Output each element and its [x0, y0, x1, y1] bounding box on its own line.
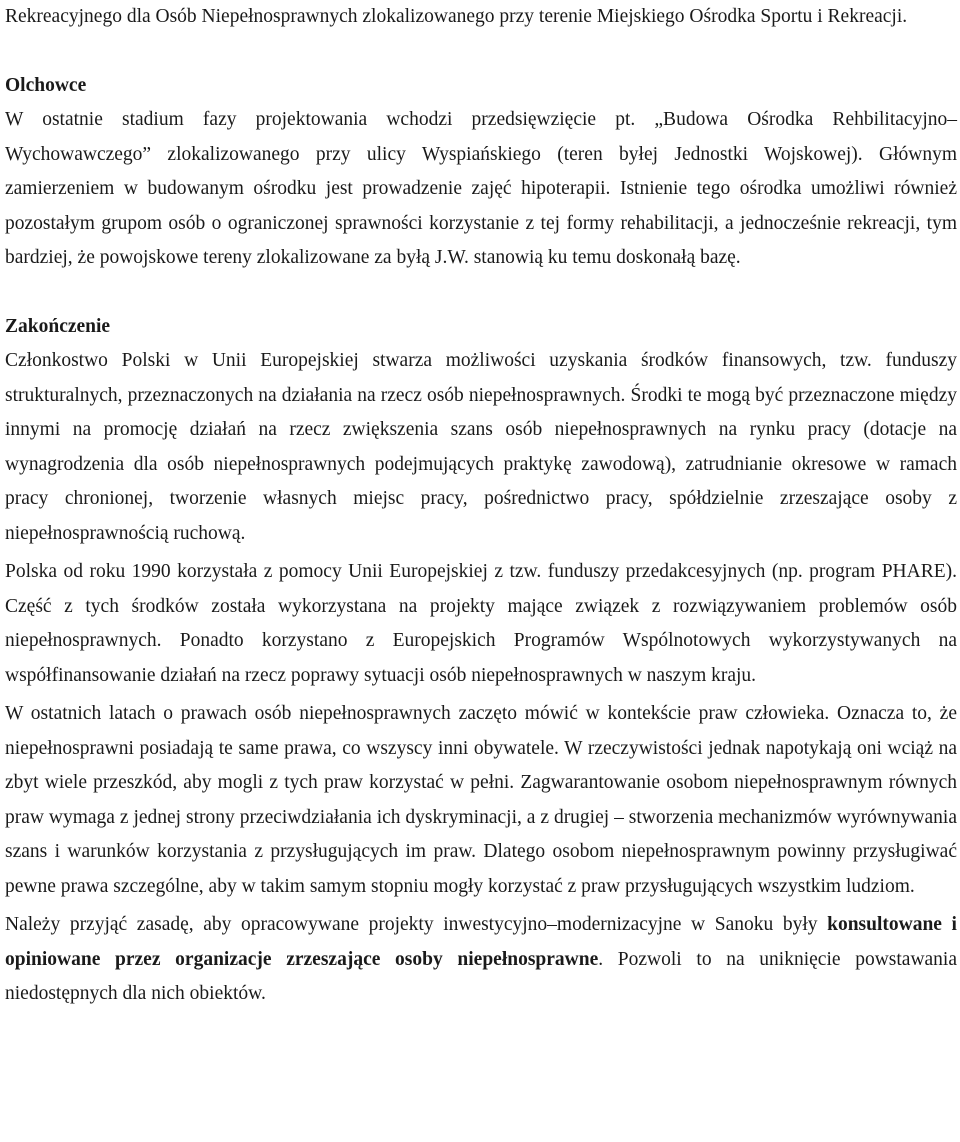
conclusion-paragraph-3: W ostatnich latach o prawach osób niepełnosprawnych zaczęto mówić w kontekście praw człowieka. Oznacza to, że niepełnosprawni posiadają te same prawa, co wszyscy inni obywatele. W rzeczywistości jednak napotykają oni wciąż na zbyt wiele przeszkód, aby mogli z tych praw korzystać w pełni. Zagwarantowanie osobom niepełnosprawnym równych praw wymaga z jednej strony przeciwdziałania ich dyskryminacji, a z drugiej – stworzenia mechanizmów wyrównywania szans i warunków korzystania z przysługujących im praw. Dlatego osobom niepełnosprawnym powinny przysługiwać pewne prawa szczególne, aby w takim samym stopniu mogły korzystać z praw przysługujących wszystkim ludziom. [5, 703, 957, 897]
olchowce-paragraph: W ostatnie stadium fazy projektowania wchodzi przedsięwzięcie pt. „Budowa Ośrodka Rehbilitacyjno–Wychowawczego” zlokalizowanego przy ulicy Wyspiańskiego (teren byłej Jednostki Wojskowej). Głównym zamierzeniem w budowanym ośrodku jest prowadzenie zajęć hipoterapii. Istnienie tego ośrodka umożliwi również pozostałym grupom osób o ograniczonej sprawności korzystanie z tej formy rehabilitacji, a jednocześnie rekreacji, tym bardziej, że powojskowe tereny zlokalizowane za byłą J.W. stanowią ku temu doskonałą bazę. [5, 109, 957, 268]
intro-paragraph-fragment: Rekreacyjnego dla Osób Niepełnosprawnych zlokalizowanego przy terenie Miejskiego Ośrodka Sportu i Rekreacji. [5, 6, 908, 27]
conclusion-paragraph-4 [5, 908, 957, 1012]
paragraph-4-bold-text: konsultowane i opiniowane przez organizacje zrzeszające osoby niepełnosprawne [5, 914, 957, 970]
conclusion-paragraph-1: Członkostwo Polski w Unii Europejskiej stwarza możliwości uzyskania środków finansowych, tzw. funduszy strukturalnych, przeznaczonych na działania na rzecz osób niepełnosprawnych. Środki te mogą być przeznaczone między innymi na promocję działań na rzecz zwiększenia szans osób niepełnosprawnych na rynku pracy (dotacje na wynagrodzenia dla osób niepełnosprawnych podejmujących praktykę zawodową), zatrudnianie okresowe w ramach pracy chronionej, tworzenie własnych miejsc pracy, pośrednictwo pracy, spółdzielnie zrzeszające osoby z niepełnosprawnością ruchową. [5, 350, 957, 544]
paragraph-4-text-before: Należy przyjąć zasadę, aby opracowywane projekty inwestycyjno–modernizacyjne w Sanoku były [5, 914, 828, 935]
conclusion-paragraph-2: Polska od roku 1990 korzystała z pomocy Unii Europejskiej z tzw. funduszy przedakcesyjnych (np. program PHARE). Część z tych środków została wykorzystana na projekty mające związek z rozwiązywaniem problemów osób niepełnosprawnych. Ponadto korzystano z Europejskich Programów Wspólnotowych wykorzystywanych na współfinansowanie działań na rzecz poprawy sytuacji osób niepełnosprawnych w naszym kraju. [5, 561, 957, 686]
section-heading-olchowce: Olchowce [5, 74, 87, 96]
spacer [5, 276, 957, 310]
paragraph-4-text-after: . Pozwoli to na uniknięcie powstawania niedostępnych dla nich obiektów. [5, 948, 958, 1004]
spacer [5, 35, 957, 69]
section-heading-conclusion: Zakończenie [5, 315, 111, 337]
